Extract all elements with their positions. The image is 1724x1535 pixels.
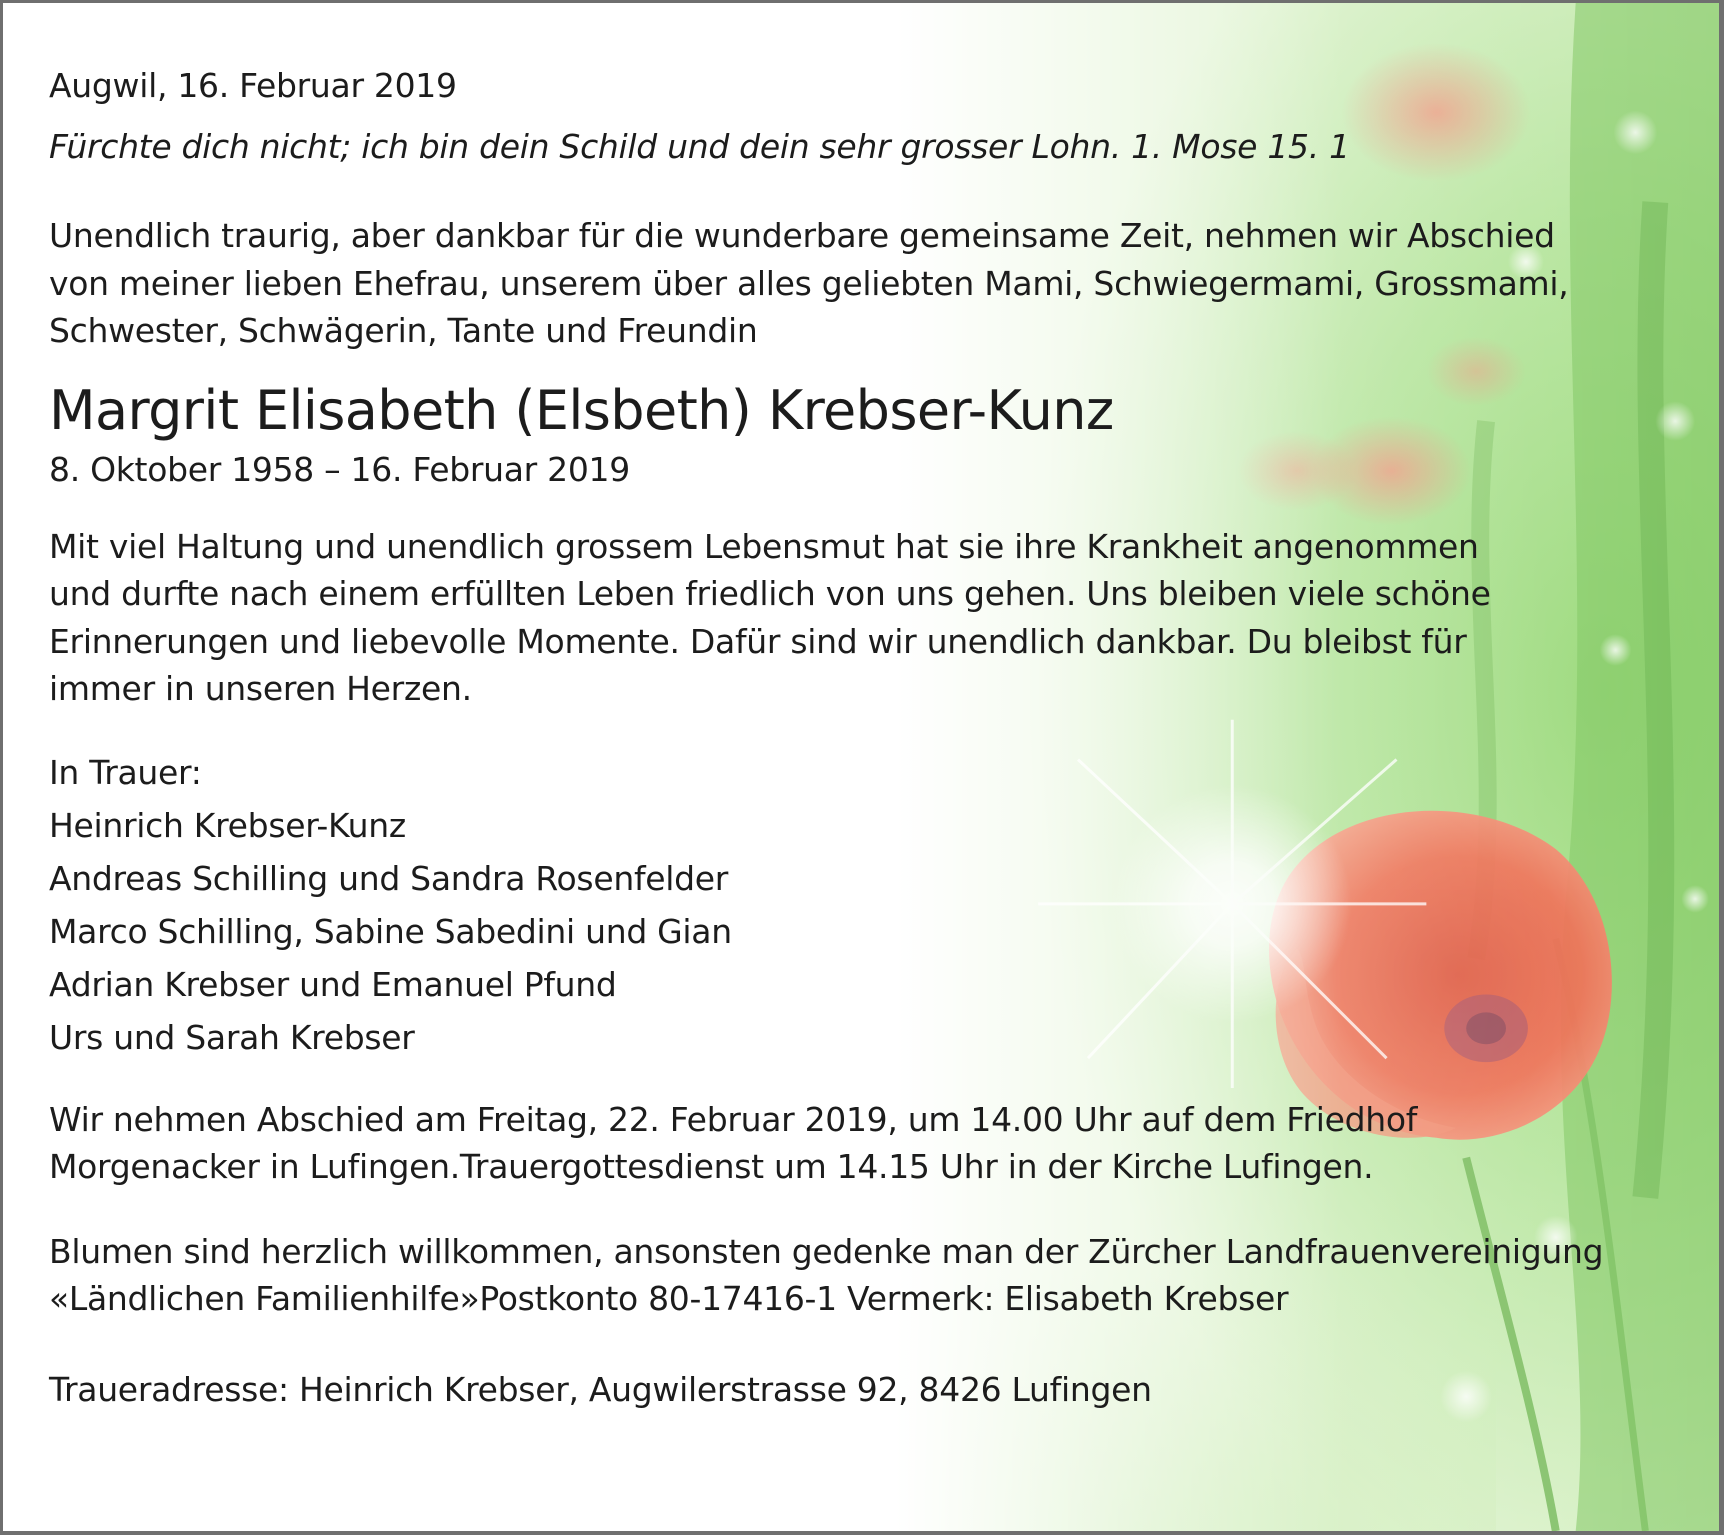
- tribute-line: Mit viel Haltung und unendlich grossem Lebensmut hat sie ihre Krankheit angenommen: [49, 526, 1479, 566]
- mourner-name: Heinrich Krebser-Kunz: [49, 805, 406, 845]
- bible-quote: Fürchte dich nicht; ich bin dein Schild und dein sehr grosser Lohn. 1. Mose 15. 1: [49, 127, 1350, 166]
- mourner-name: Marco Schilling, Sabine Sabedini und Gian: [49, 911, 732, 951]
- intro-line: von meiner lieben Ehefrau, unserem über alles geliebten Mami, Schwiegermami, Grossmami,: [49, 263, 1569, 303]
- intro-line: Schwester, Schwägerin, Tante und Freundin: [49, 311, 758, 350]
- mourners-heading: In Trauer:: [49, 752, 202, 792]
- deceased-name: Margrit Elisabeth (Elsbeth) Krebser-Kunz: [49, 378, 1114, 442]
- mourner-name: Andreas Schilling und Sandra Rosenfelder: [49, 858, 729, 898]
- tribute-line: Erinnerungen und liebevolle Momente. Dafür sind wir unendlich dankbar. Du bleibst für: [49, 621, 1467, 661]
- mourner-name: Urs und Sarah Krebser: [49, 1017, 415, 1057]
- ceremony-line: Morgenacker in Lufingen.Trauergottesdienst um 14.15 Uhr in der Kirche Lufingen.: [49, 1147, 1374, 1186]
- lifespan-dates: 8. Oktober 1958 – 16. Februar 2019: [49, 449, 630, 489]
- donation-info: [49, 1228, 1689, 1323]
- mourning-address: Traueradresse: Heinrich Krebser, Augwilerstrasse 92, 8426 Lufingen: [49, 1369, 1152, 1409]
- intro-paragraph: [49, 212, 1689, 355]
- ceremony-line: Wir nehmen Abschied am Freitag, 22. Februar 2019, um 14.00 Uhr auf dem Friedhof: [49, 1099, 1418, 1139]
- tribute-line: immer in unseren Herzen.: [49, 669, 472, 708]
- ceremony-info: [49, 1096, 1689, 1191]
- donation-line: «Ländlichen Familienhilfe»Postkonto 80-17416-1 Vermerk: Elisabeth Krebser: [49, 1279, 1289, 1318]
- tribute-paragraph: [49, 523, 1689, 713]
- mourners-list: [49, 746, 1689, 1064]
- donation-line: Blumen sind herzlich willkommen, ansonsten gedenke man der Zürcher Landfrauenvereinigung: [49, 1231, 1604, 1271]
- intro-line: Unendlich traurig, aber dankbar für die wunderbare gemeinsame Zeit, nehmen wir Abschied: [49, 216, 1555, 255]
- obituary-text: [49, 61, 1689, 1413]
- place-date: Augwil, 16. Februar 2019: [49, 66, 457, 105]
- mourner-name: Adrian Krebser und Emanuel Pfund: [49, 964, 617, 1004]
- tribute-line: und durfte nach einem erfüllten Leben friedlich von uns gehen. Uns bleiben viele schöne: [49, 574, 1491, 613]
